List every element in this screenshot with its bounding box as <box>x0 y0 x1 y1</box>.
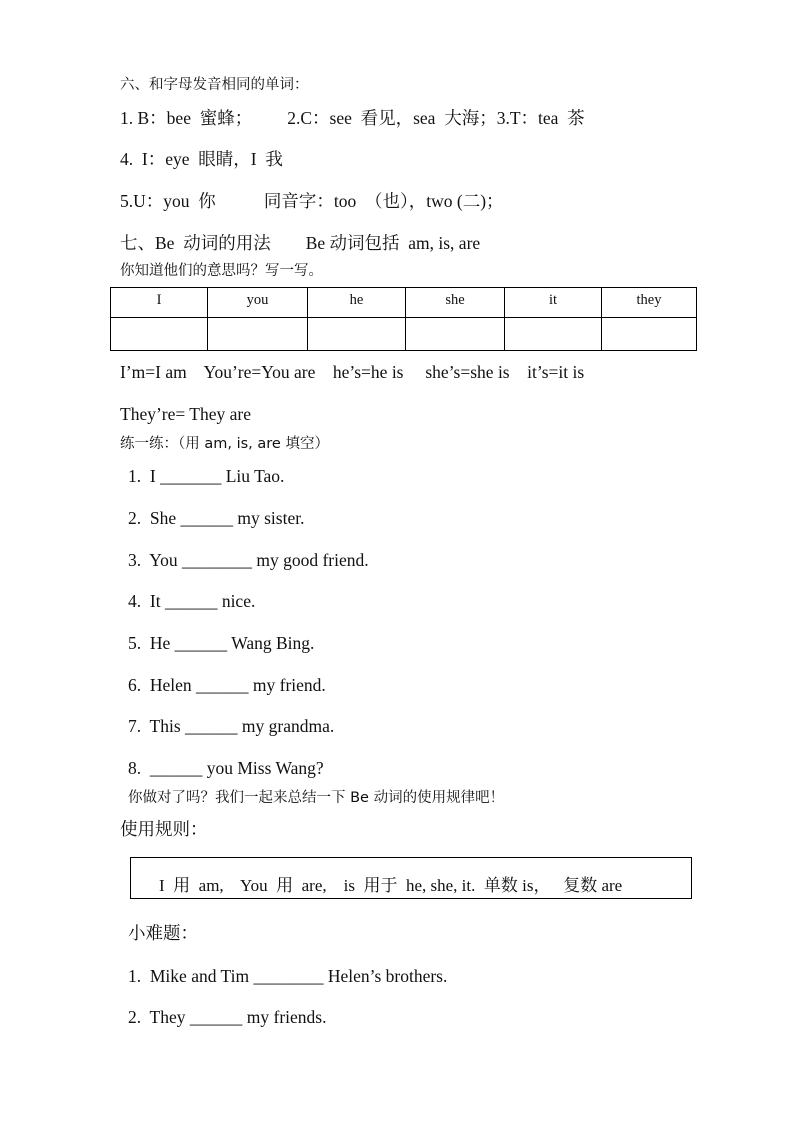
pronoun-header-cell: you <box>208 288 308 318</box>
challenge-item: 2. They ______ my friends. <box>128 1007 327 1027</box>
section6-title: 六、和字母发音相同的单词： <box>120 77 309 93</box>
contractions-line-2: They’re= They are <box>120 404 252 424</box>
pronoun-answer-cell[interactable] <box>308 318 406 351</box>
pronoun-header-cell: she <box>406 288 505 318</box>
pronoun-header-cell: he <box>308 288 406 318</box>
rules-box <box>130 857 692 899</box>
summary-prompt: 你做对了吗？我们一起来总结一下 Be 动词的使用规律吧！ <box>128 790 505 806</box>
pronoun-answer-cell[interactable] <box>602 318 697 351</box>
pronoun-header-cell: I <box>111 288 208 318</box>
practice-item: 4. It ______ nice. <box>128 591 256 611</box>
section7-title: 七、Be 动词的用法 Be 动词包括 am, is, are <box>120 233 481 253</box>
pronoun-header-cell: they <box>602 288 697 318</box>
contractions-line-1: I’m=I am You’re=You are he’s=he is she’s=she is it’s=it is <box>120 362 585 382</box>
rules-text: I 用 am, You 用 are, is 用于 he, she, it. 单数 is， 复数 are <box>159 876 623 895</box>
pronoun-answer-cell[interactable] <box>208 318 308 351</box>
challenge-title: 小难题： <box>128 924 198 944</box>
challenge-item: 1. Mike and Tim ________ Helen’s brothers. <box>128 966 448 986</box>
practice-item: 1. I _______ Liu Tao. <box>128 466 285 486</box>
practice-item: 3. You ________ my good friend. <box>128 550 369 570</box>
pronoun-header-row <box>111 288 697 318</box>
section6-line-1: 1. B：bee 蜜蜂； 2.C：see 看见，sea 大海；3.T：tea 茶 <box>120 108 585 128</box>
practice-item: 6. Helen ______ my friend. <box>128 675 326 695</box>
pronoun-answer-row <box>111 318 697 351</box>
rules-title: 使用规则： <box>120 820 208 840</box>
pronoun-header-cell: it <box>505 288 602 318</box>
practice-title: 练一练：（用 am, is, are 填空） <box>120 436 329 452</box>
practice-item: 5. He ______ Wang Bing. <box>128 633 315 653</box>
pronoun-table <box>110 287 697 351</box>
pronoun-answer-cell[interactable] <box>406 318 505 351</box>
practice-item: 7. This ______ my grandma. <box>128 716 335 736</box>
pronoun-answer-cell[interactable] <box>111 318 208 351</box>
practice-item: 8. ______ you Miss Wang? <box>128 758 324 778</box>
practice-item: 2. She ______ my sister. <box>128 508 305 528</box>
section6-line-2: 4. I：eye 眼睛，I 我 <box>120 149 283 169</box>
pronoun-answer-cell[interactable] <box>505 318 602 351</box>
section6-line-3: 5.U：you 你 同音字：too （也），two (二)； <box>120 191 504 211</box>
section7-prompt: 你知道他们的意思吗？写一写。 <box>120 263 323 279</box>
